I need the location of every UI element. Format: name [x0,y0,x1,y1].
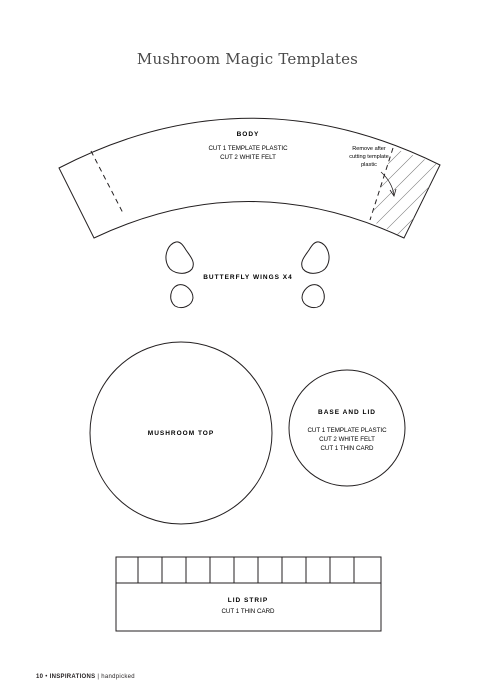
lid-strip-tabs [138,557,354,583]
wings-label: BUTTERFLY WINGS X4 [203,274,293,281]
footer-separator: • [45,674,48,680]
body-heading: BODY [236,131,260,138]
wing-lower-right [302,285,324,308]
footer-brand: INSPIRATIONS [49,674,96,680]
lid-strip-template [116,557,381,631]
body-fold-line-left [91,151,124,215]
page-number: 10 [36,674,44,680]
body-note-line-1: Remove after [352,146,386,152]
mushroom-top-label: MUSHROOM TOP [147,430,215,437]
wing-upper-left [166,242,193,273]
body-template [59,98,495,290]
body-note-line-2: cutting template [349,154,389,160]
page-footer [36,674,135,680]
footer-subbrand: handpicked [101,674,135,680]
base-lid-heading: BASE AND LID [318,409,376,416]
footer-divider: | [97,674,100,680]
body-hatched-tab [318,98,495,290]
wing-upper-right [302,242,329,273]
butterfly-wings-template [166,242,329,308]
lid-strip-line-1: CUT 1 THIN CARD [221,608,275,615]
page-title: Mushroom Magic Templates [136,50,359,68]
mushroom-top-template [90,342,272,524]
wing-lower-left [171,285,193,308]
lid-strip-heading: LID STRIP [227,597,269,604]
body-line-1: CUT 1 TEMPLATE PLASTIC [208,145,288,152]
base-lid-line-1: CUT 1 TEMPLATE PLASTIC [307,427,387,434]
base-lid-line-3: CUT 1 THIN CARD [320,445,374,452]
base-lid-line-2: CUT 2 WHITE FELT [319,436,375,443]
body-note-line-3: plastic [361,162,377,168]
lid-strip-outline [116,557,381,631]
body-line-2: CUT 2 WHITE FELT [220,154,276,161]
base-lid-template [289,370,405,486]
